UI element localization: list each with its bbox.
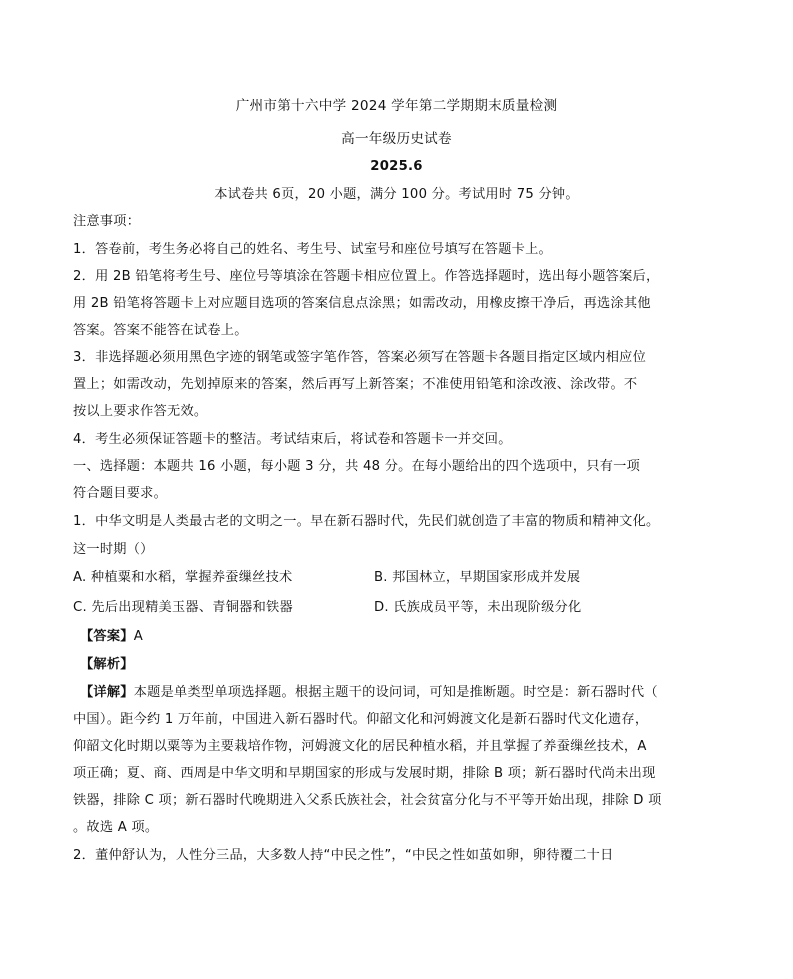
notice-line: 答案。答案不能答在试卷上。 bbox=[73, 323, 248, 338]
detail-line: 铁器，排除 C 项；新石器时代晚期进入父系氏族社会，社会贫富分化与不平等开始出现，排除 D 项 bbox=[73, 793, 662, 808]
option-c: C. 先后出现精美玉器、青铜器和铁器 bbox=[73, 600, 293, 615]
notice-line: 3．非选择题必须用黑色字迹的钢笔或签字笔作答，答案必须写在答题卡各题目指定区域内相应位 bbox=[73, 350, 647, 365]
question-1-stem-cont: 这一时期（） bbox=[73, 542, 154, 557]
detail-line: 。故选 A 项。 bbox=[73, 820, 159, 835]
answer-value: A bbox=[133, 629, 144, 644]
answer-line bbox=[80, 628, 143, 646]
exam-date: 2025.6 bbox=[370, 159, 423, 174]
detail-line: 项正确；夏、商、西周是中华文明和早期国家的形成与发展时期，排除 B 项；新石器时代尚未出现 bbox=[73, 766, 656, 781]
answer-tag: 【答案】 bbox=[80, 629, 134, 644]
notice-line: 4．考生必须保证答题卡的整洁。考试结束后，将试卷和答题卡一并交回。 bbox=[73, 432, 512, 447]
question-2-stem: 2．董仲舒认为，人性分三品，大多数人持“中民之性”，“中民之性如茧如卵，卵待覆二十日 bbox=[73, 848, 614, 863]
exam-subtitle: 高一年级历史试卷 bbox=[341, 131, 452, 147]
notice-line: 按以上要求作答无效。 bbox=[73, 404, 208, 419]
notice-line: 1．答卷前，考生务必将自己的姓名、考生号、试室号和座位号填写在答题卡上。 bbox=[73, 242, 552, 257]
option-a: A. 种植粟和水稻，掌握养蚕缫丝技术 bbox=[73, 570, 293, 585]
question-1-stem: 1．中华文明是人类最古老的文明之一。早在新石器时代，先民们就创造了丰富的物质和精神文化。 bbox=[73, 514, 660, 529]
option-b: B. 邦国林立，早期国家形成并发展 bbox=[374, 570, 581, 585]
notice-line: 2．用 2B 铅笔将考生号、座位号等填涂在答题卡相应位置上。作答选择题时，选出每小题答案后， bbox=[73, 269, 660, 284]
detail-tag: 【详解】 bbox=[80, 685, 134, 700]
notice-line: 置上；如需改动，先划掉原来的答案，然后再写上新答案；不准使用铅笔和涂改液、涂改带。不 bbox=[73, 377, 638, 392]
notice-line: 用 2B 铅笔将答题卡上对应题目选项的答案信息点涂黑；如需改动，用橡皮擦干净后，再选涂其他 bbox=[73, 296, 651, 311]
option-d: D. 氏族成员平等，未出现阶级分化 bbox=[374, 600, 582, 615]
notice-heading: 注意事项： bbox=[73, 214, 141, 229]
detail-line bbox=[80, 684, 658, 702]
detail-line: 仰韶文化时期以粟等为主要栽培作物，河姆渡文化的居民种植水稻，并且掌握了养蚕缫丝技术，A bbox=[73, 739, 647, 754]
detail-text: 本题是单类型单项选择题。根据主题干的设问词，可知是推断题。时空是：新石器时代（ bbox=[133, 685, 658, 700]
section-heading-cont: 符合题目要求。 bbox=[73, 486, 168, 501]
exam-info: 本试卷共 6页，20 小题，满分 100 分。考试用时 75 分钟。 bbox=[214, 187, 579, 202]
detail-line: 中国）。距今约 1 万年前，中国进入新石器时代。仰韶文化和河姆渡文化是新石器时代文化遗存， bbox=[73, 712, 649, 727]
section-heading: 一、选择题：本题共 16 小题，每小题 3 分，共 48 分。在每小题给出的四个选项中，只有一项 bbox=[73, 459, 641, 474]
analysis-tag: 【解析】 bbox=[80, 657, 134, 672]
exam-title: 广州市第十六中学 2024 学年第二学期期末质量检测 bbox=[235, 98, 558, 114]
